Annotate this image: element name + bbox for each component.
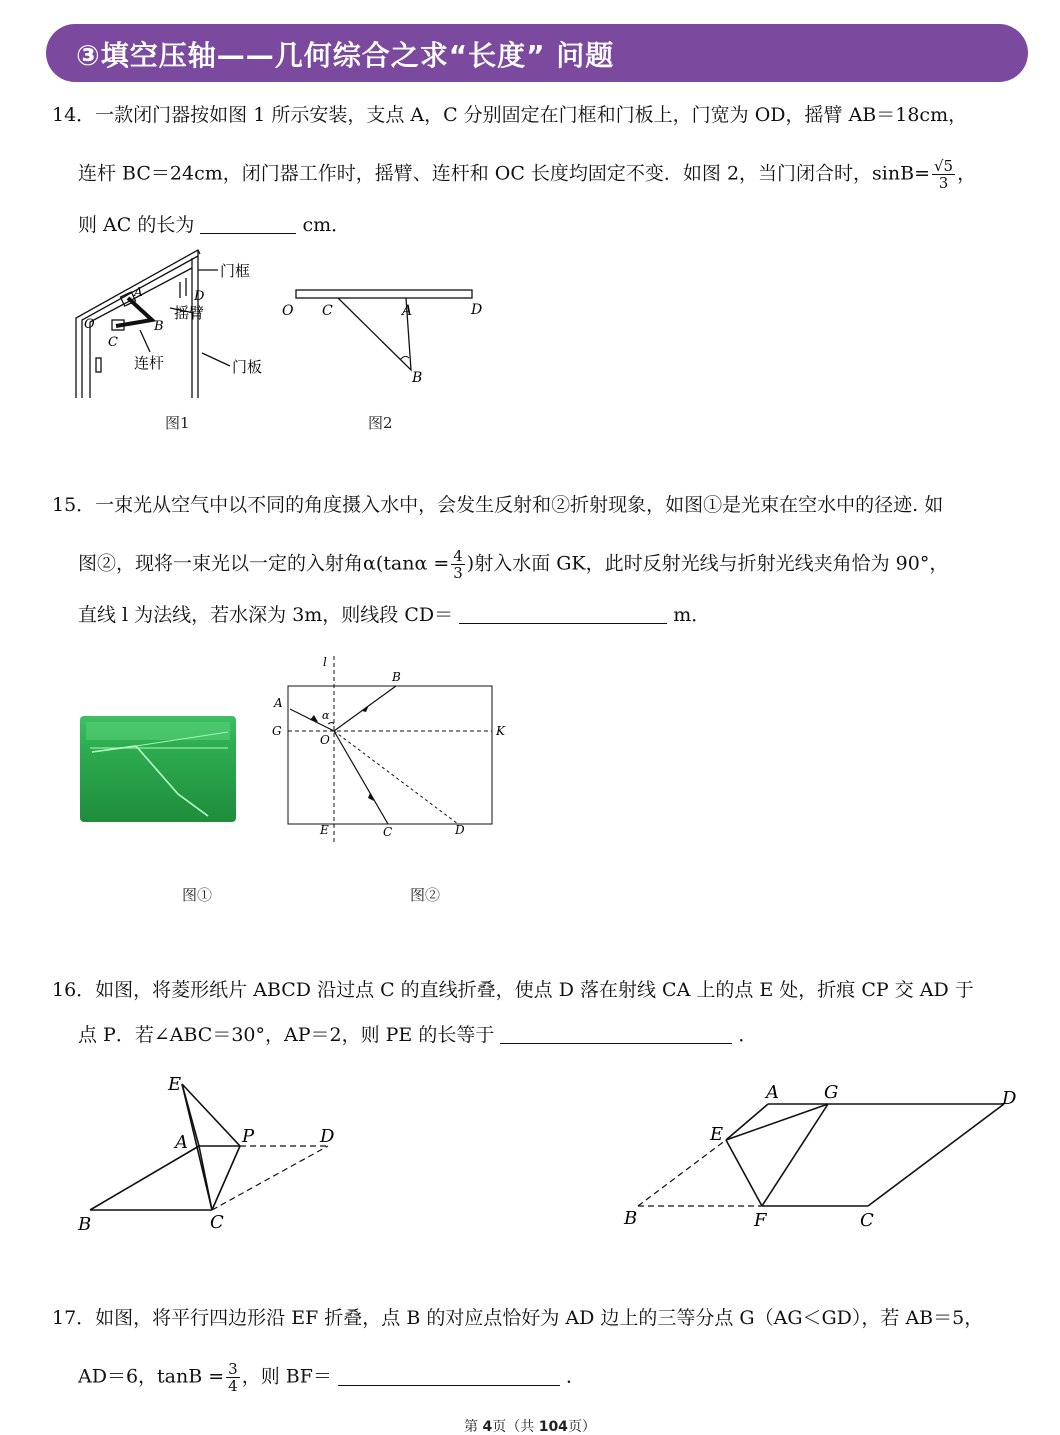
- svg-text:α: α: [322, 709, 330, 722]
- svg-text:D: D: [471, 302, 483, 318]
- section-header: [46, 24, 1028, 82]
- svg-text:D: D: [455, 823, 465, 837]
- page-footer: 第 4页（共 104页）: [464, 1419, 596, 1435]
- svg-text:G: G: [272, 724, 282, 738]
- q17-answer-blank[interactable]: [338, 1366, 560, 1386]
- svg-text:C: C: [210, 1212, 224, 1233]
- svg-text:C: C: [383, 825, 393, 839]
- q14-fig2-caption: 图2: [368, 414, 393, 432]
- svg-text:A: A: [766, 1082, 779, 1103]
- svg-text:G: G: [824, 1082, 839, 1103]
- svg-text:E: E: [710, 1124, 724, 1145]
- svg-text:E: E: [168, 1074, 182, 1095]
- q16-rhombus-figure: [72, 1068, 352, 1238]
- q14-fig1-caption: 图1: [165, 414, 190, 432]
- label-rod: 连杆: [134, 354, 165, 372]
- svg-text:C: C: [860, 1210, 874, 1231]
- svg-text:A: A: [175, 1132, 188, 1153]
- svg-text:B: B: [392, 670, 401, 684]
- svg-text:K: K: [496, 724, 505, 738]
- q15-line1: 15．一束光从空气中以不同的角度摄入水中，会发生反射和②折射现象，如图①是光束在空水中的径迹. 如: [52, 494, 944, 516]
- svg-text:O: O: [320, 733, 330, 747]
- q14-figure1: [70, 248, 270, 403]
- q17-fraction: $\frac{3}{4}$: [228, 1360, 238, 1395]
- svg-text:B: B: [78, 1214, 92, 1235]
- q17-parallelogram-figure: [618, 1078, 1028, 1238]
- q16-answer-blank[interactable]: [500, 1024, 732, 1044]
- svg-text:A: A: [274, 696, 283, 710]
- q15-fig1-caption: 图①: [182, 886, 213, 904]
- q14-fraction: $\frac{√5}{3}$: [934, 157, 954, 192]
- label-arm: 摇臂: [174, 304, 205, 322]
- arm-and-rod: [116, 298, 152, 326]
- q15-fraction: $\frac{4}{3}$: [453, 547, 463, 582]
- svg-text:B: B: [154, 319, 164, 334]
- q14-answer-blank[interactable]: [200, 214, 296, 234]
- svg-text:C: C: [322, 303, 333, 319]
- svg-text:B: B: [412, 370, 423, 386]
- svg-text:O: O: [282, 303, 294, 319]
- label-frame: 门框: [220, 262, 251, 280]
- page-number: 4: [482, 1419, 493, 1435]
- q14-line2: 连杆 BC＝24cm，闭门器工作时，摇臂、连杆和 OC 长度均固定不变．如图 2，当门闭合时，sinB= $\frac{√5}{3}$ ，: [78, 157, 977, 192]
- svg-text:E: E: [320, 823, 329, 837]
- page-total: 104: [538, 1419, 568, 1435]
- svg-text:D: D: [194, 289, 205, 304]
- q15-answer-blank[interactable]: [459, 604, 667, 624]
- q17-line2: AD＝6，tanB = $\frac{3}{4}$ ，则 BF＝ ．: [78, 1360, 586, 1395]
- svg-text:O: O: [84, 317, 95, 332]
- svg-text:D: D: [1002, 1088, 1017, 1109]
- q14-line3: 则 AC 的长为 cm．: [78, 214, 351, 236]
- svg-text:B: B: [624, 1208, 638, 1229]
- q15-line3: 直线 l 为法线，若水深为 3m，则线段 CD＝ m．: [78, 604, 711, 626]
- q14-line2-text: 连杆 BC＝24cm，闭门器工作时，摇臂、连杆和 OC 长度均固定不变．如图 2，当门闭合时，sinB=: [78, 162, 930, 185]
- svg-text:F: F: [754, 1210, 767, 1231]
- q16-line2: 点 P．若∠ABC＝30°，AP＝2，则 PE 的长等于 ．: [78, 1024, 758, 1046]
- q14-figure2: [278, 282, 488, 392]
- q15-water-tank-photo: [78, 712, 238, 824]
- q15-fig2-caption: 图②: [410, 886, 441, 904]
- svg-text:C: C: [108, 335, 118, 350]
- svg-text:D: D: [320, 1126, 335, 1147]
- section-title: ③填空压轴——几何综合之求“长度” 问题: [76, 39, 615, 72]
- q15-refraction-diagram: [262, 652, 522, 848]
- svg-text:P: P: [242, 1126, 255, 1147]
- q17-line1: 17．如图，将平行四边形沿 EF 折叠，点 B 的对应点恰好为 AD 边上的三等分点 G（AG＜GD），若 AB＝5，: [52, 1307, 984, 1329]
- q15-line2: 图②，现将一束光以一定的入射角α(tanα = $\frac{4}{3}$ )射入水面 GK，此时反射光线与折射光线夹角恰为 90°，: [78, 547, 949, 582]
- svg-text:A: A: [134, 285, 143, 299]
- q16-line1: 16．如图，将菱形纸片 ABCD 沿过点 C 的直线折叠，使点 D 落在射线 CA 上的点 E 处，折痕 CP 交 AD 于: [52, 979, 974, 1001]
- q14-line1: 14．一款闭门器按如图 1 所示安装，支点 A，C 分别固定在门框和门板上，门宽为 OD，摇臂 AB＝18cm，: [52, 104, 968, 126]
- svg-text:l: l: [323, 655, 327, 669]
- svg-text:A: A: [402, 303, 413, 319]
- label-panel: 门板: [232, 358, 263, 376]
